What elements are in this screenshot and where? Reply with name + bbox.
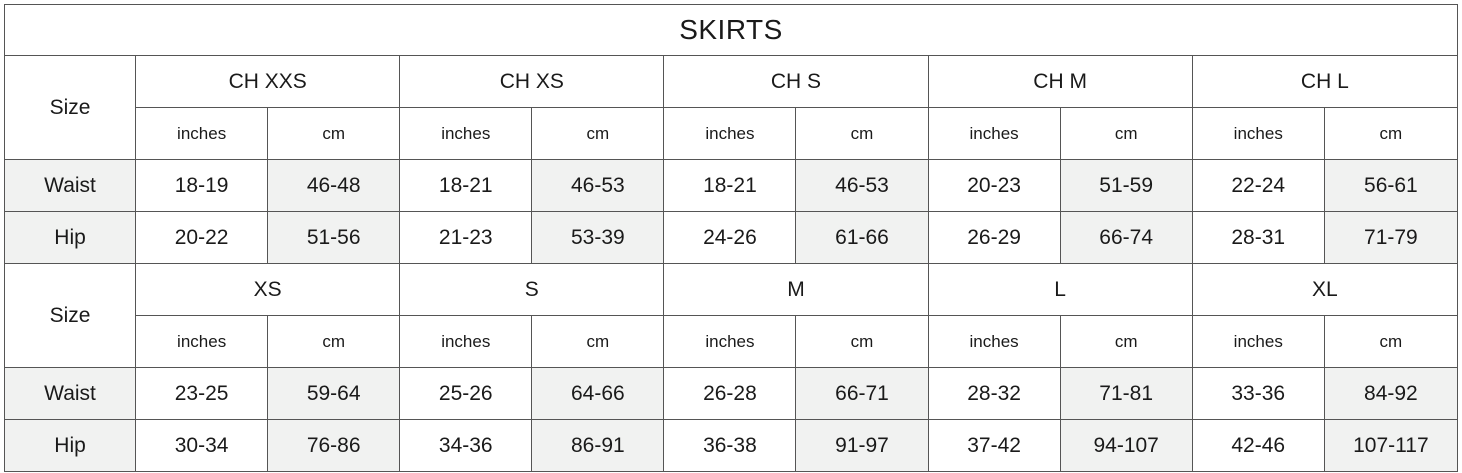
value-inches: 36-38 (664, 420, 796, 472)
value-inches: 30-34 (136, 420, 268, 472)
value-inches: 22-24 (1192, 160, 1324, 212)
value-cm: 53-39 (532, 212, 664, 264)
size-header: CH S (664, 56, 928, 108)
unit-cm: cm (532, 108, 664, 160)
unit-cm: cm (796, 316, 928, 368)
size-header: CH XS (400, 56, 664, 108)
value-inches: 18-21 (400, 160, 532, 212)
size-chart (4, 4, 1458, 472)
unit-inches: inches (400, 108, 532, 160)
value-cm: 46-48 (268, 160, 400, 212)
value-inches: 26-29 (928, 212, 1060, 264)
unit-inches: inches (928, 316, 1060, 368)
value-inches: 18-21 (664, 160, 796, 212)
measurement-label: Waist (5, 368, 136, 420)
unit-cm: cm (532, 316, 664, 368)
unit-inches: inches (136, 316, 268, 368)
measurement-label: Hip (5, 212, 136, 264)
size-header: CH L (1192, 56, 1457, 108)
value-inches: 37-42 (928, 420, 1060, 472)
size-row-label: Size (5, 56, 136, 160)
unit-cm: cm (1060, 108, 1192, 160)
unit-inches: inches (928, 108, 1060, 160)
value-inches: 18-19 (136, 160, 268, 212)
size-header: M (664, 264, 928, 316)
measurement-row (5, 368, 1458, 420)
value-cm: 71-81 (1060, 368, 1192, 420)
value-inches: 20-22 (136, 212, 268, 264)
value-cm: 76-86 (268, 420, 400, 472)
unit-inches: inches (664, 316, 796, 368)
value-cm: 66-74 (1060, 212, 1192, 264)
unit-cm: cm (268, 316, 400, 368)
unit-inches: inches (400, 316, 532, 368)
unit-cm: cm (1324, 108, 1457, 160)
unit-cm: cm (268, 108, 400, 160)
value-cm: 66-71 (796, 368, 928, 420)
value-inches: 42-46 (1192, 420, 1324, 472)
measurement-row (5, 212, 1458, 264)
unit-inches: inches (1192, 108, 1324, 160)
unit-inches: inches (136, 108, 268, 160)
unit-row (5, 316, 1458, 368)
size-group-row (5, 56, 1458, 108)
value-inches: 28-32 (928, 368, 1060, 420)
value-inches: 28-31 (1192, 212, 1324, 264)
size-row-label: Size (5, 264, 136, 368)
value-cm: 71-79 (1324, 212, 1457, 264)
value-inches: 21-23 (400, 212, 532, 264)
size-header: XL (1192, 264, 1457, 316)
value-cm: 84-92 (1324, 368, 1457, 420)
value-cm: 91-97 (796, 420, 928, 472)
value-cm: 51-59 (1060, 160, 1192, 212)
unit-cm: cm (796, 108, 928, 160)
size-header: L (928, 264, 1192, 316)
measurement-label: Waist (5, 160, 136, 212)
unit-cm: cm (1324, 316, 1457, 368)
value-cm: 61-66 (796, 212, 928, 264)
measurement-row (5, 420, 1458, 472)
size-group-row (5, 264, 1458, 316)
value-cm: 64-66 (532, 368, 664, 420)
value-inches: 24-26 (664, 212, 796, 264)
measurement-row (5, 160, 1458, 212)
value-cm: 59-64 (268, 368, 400, 420)
value-cm: 46-53 (532, 160, 664, 212)
title-row (5, 5, 1458, 56)
size-header: CH M (928, 56, 1192, 108)
unit-inches: inches (664, 108, 796, 160)
size-header: S (400, 264, 664, 316)
value-inches: 25-26 (400, 368, 532, 420)
value-cm: 86-91 (532, 420, 664, 472)
table-title: SKIRTS (5, 5, 1458, 56)
size-header: CH XXS (136, 56, 400, 108)
value-inches: 33-36 (1192, 368, 1324, 420)
value-cm: 94-107 (1060, 420, 1192, 472)
value-inches: 20-23 (928, 160, 1060, 212)
value-inches: 26-28 (664, 368, 796, 420)
value-inches: 34-36 (400, 420, 532, 472)
unit-cm: cm (1060, 316, 1192, 368)
unit-inches: inches (1192, 316, 1324, 368)
measurement-label: Hip (5, 420, 136, 472)
value-cm: 46-53 (796, 160, 928, 212)
value-inches: 23-25 (136, 368, 268, 420)
value-cm: 107-117 (1324, 420, 1457, 472)
size-header: XS (136, 264, 400, 316)
size-table (4, 4, 1458, 472)
value-cm: 56-61 (1324, 160, 1457, 212)
value-cm: 51-56 (268, 212, 400, 264)
table-body (5, 5, 1458, 472)
unit-row (5, 108, 1458, 160)
